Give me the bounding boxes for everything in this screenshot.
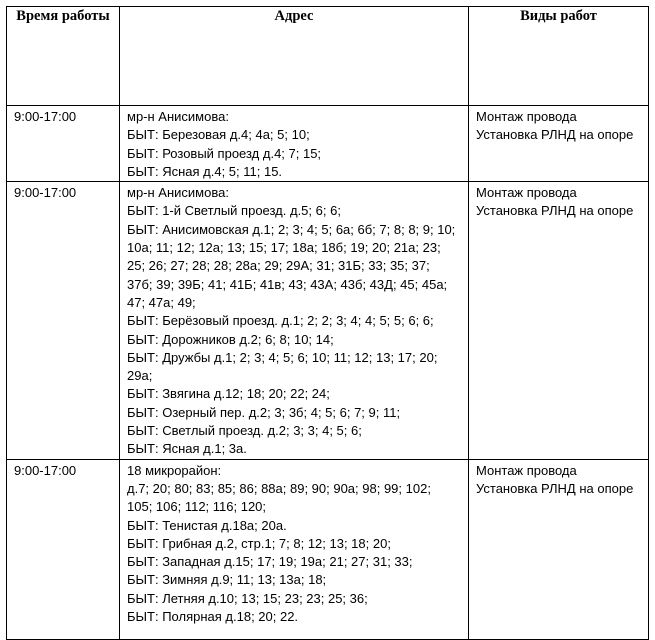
address-line: БЫТ: Дорожников д.2; 6; 8; 10; 14; (127, 331, 334, 347)
address-line: БЫТ: Березовая д.4; 4а; 5; 10; (127, 127, 310, 143)
address-line: БЫТ: Ясная д.1; 3а. (127, 441, 247, 457)
table-row (7, 459, 649, 639)
cell-time: 9:00-17:00 (7, 182, 120, 459)
address-line: д.7; 20; 80; 83; 85; 86; 88а; 89; 90; 90а; 98; 99; 102; (127, 480, 431, 496)
address-line: БЫТ: Ясная д.4; 5; 11; 15. (127, 163, 283, 179)
address-line: БЫТ: Розовый проезд д.4; 7; 15; (127, 145, 322, 161)
address-line: БЫТ: Тенистая д.18а; 20а. (127, 517, 287, 533)
address-line: БЫТ: Полярная д.18; 20; 22. (127, 609, 299, 625)
address-line: БЫТ: Западная д.15; 17; 19; 19а; 21; 27; 31; 33; (127, 554, 413, 570)
work-line: Монтаж провода (476, 185, 577, 201)
header-address: Адрес (120, 7, 469, 106)
cell-address (120, 182, 469, 459)
header-row (7, 7, 649, 106)
work-line: Монтаж провода (476, 462, 577, 478)
address-line: БЫТ: Дружбы д.1; 2; 3; 4; 5; 6; 10; 11; 12; 13; 17; 20; (127, 349, 438, 365)
cell-address (120, 106, 469, 182)
address-line: 10а; 11; 12; 12а; 13; 15; 17; 18а; 18б; 19; 20; 21а; 23; (127, 240, 441, 256)
header-time: Время работы (7, 7, 120, 106)
cell-work-type (469, 459, 649, 639)
address-line: БЫТ: Озерный пер. д.2; 3; 3б; 4; 5; 6; 7; 9; 11; (127, 404, 401, 420)
address-line: БЫТ: Грибная д.2, стр.1; 7; 8; 12; 13; 18; 20; (127, 535, 391, 551)
address-line: БЫТ: Светлый проезд. д.2; 3; 3; 4; 5; 6; (127, 423, 362, 439)
address-line: БЫТ: Звягина д.12; 18; 20; 22; 24; (127, 386, 330, 402)
address-line: БЫТ: Анисимовская д.1; 2; 3; 4; 5; 6а; 6б; 7; 8; 8; 9; 10; (127, 221, 456, 237)
work-line: Монтаж провода (476, 109, 577, 124)
work-line: Установка РЛНД на опоре (476, 203, 634, 219)
address-line: 29а; (127, 368, 153, 384)
cell-work-type (469, 182, 649, 459)
address-line: БЫТ: Берёзовый проезд. д.1; 2; 2; 3; 4; 4; 5; 5; 6; 6; (127, 313, 434, 329)
cell-address (120, 459, 469, 639)
address-line: 18 микрорайон: (127, 462, 222, 478)
address-line: 37б; 39; 39Б; 41; 41Б; 41в; 43; 43А; 43б; 43Д; 45; 45а; (127, 276, 448, 292)
address-line: БЫТ: 1-й Светлый проезд. д.5; 6; 6; (127, 203, 341, 219)
work-line: Установка РЛНД на опоре (476, 480, 634, 496)
table-row (7, 106, 649, 182)
address-line: 25; 26; 27; 28; 28; 28а; 29; 29А; 31; 31Б; 33; 35; 37; (127, 258, 430, 274)
work-line: Установка РЛНД на опоре (476, 127, 634, 143)
address-line: 105; 106; 112; 116; 120; (127, 499, 267, 515)
address-line: БЫТ: Летняя д.10; 13; 15; 23; 23; 25; 36; (127, 590, 368, 606)
header-work-type: Виды работ (469, 7, 649, 106)
address-line: мр-н Анисимова: (127, 185, 229, 201)
schedule-table (6, 6, 649, 640)
table-row (7, 182, 649, 459)
address-line: 47; 47а; 49; (127, 294, 196, 310)
cell-time: 9:00-17:00 (7, 459, 120, 639)
address-line: БЫТ: Зимняя д.9; 11; 13; 13а; 18; (127, 572, 327, 588)
cell-work-type (469, 106, 649, 182)
address-line: мр-н Анисимова: (127, 109, 229, 124)
cell-time: 9:00-17:00 (7, 106, 120, 182)
